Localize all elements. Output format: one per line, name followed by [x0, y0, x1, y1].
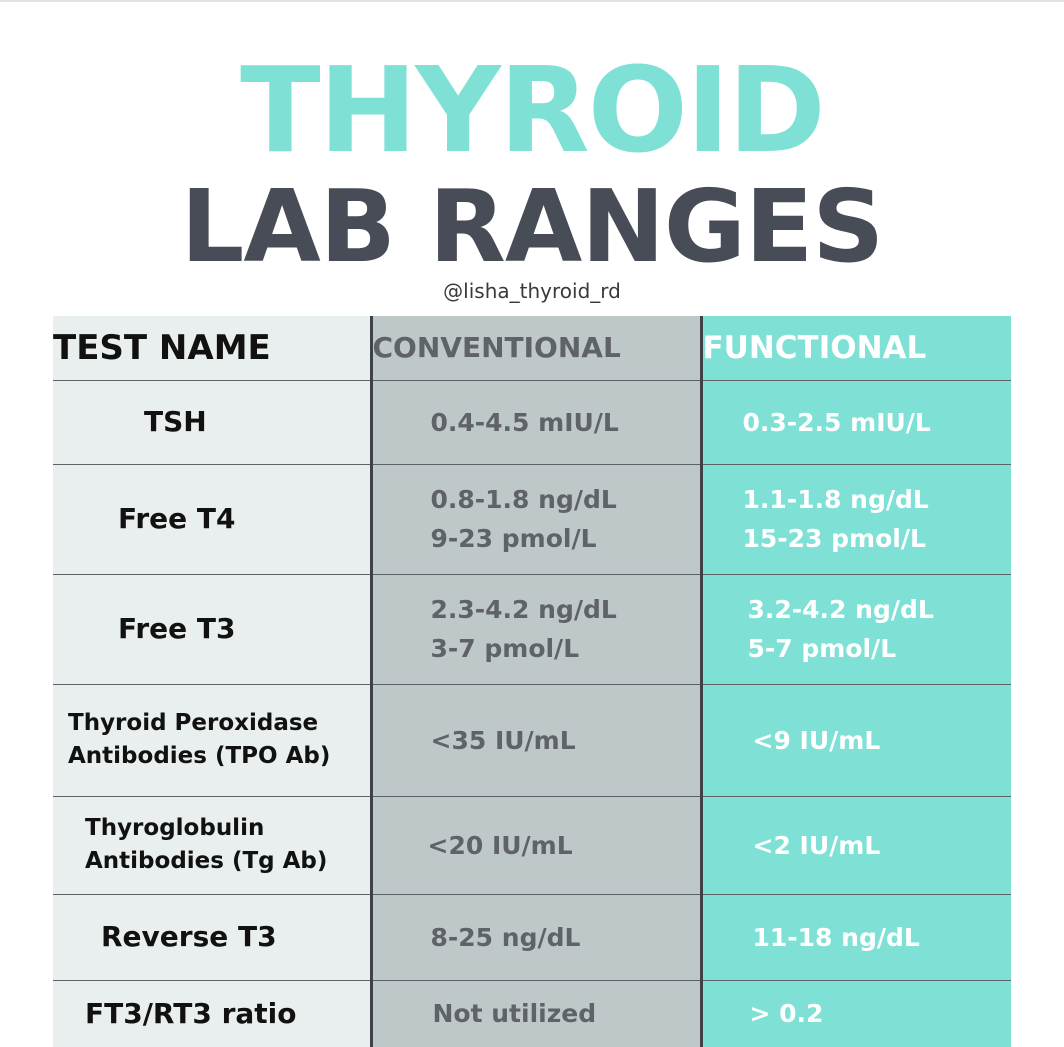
functional-range: 15-23 pmol/L	[742, 524, 926, 553]
test-name: FT3/RT3 ratio	[85, 996, 297, 1030]
table-row	[53, 796, 1011, 894]
conventional-range: Not utilized	[432, 999, 597, 1029]
conventional-range: 8-25 ng/dL	[430, 922, 581, 952]
conventional-range-cell	[371, 574, 701, 684]
functional-range: <2 IU/mL	[752, 830, 881, 860]
conventional-range-cell	[371, 980, 701, 1047]
table-row	[53, 574, 1011, 684]
functional-range-cell	[701, 574, 1011, 684]
test-name: TSH	[144, 405, 207, 438]
functional-range: 0.3-2.5 mIU/L	[742, 407, 931, 437]
conventional-range: <35 IU/mL	[430, 725, 576, 755]
table-row	[53, 464, 1011, 574]
test-name-cell	[53, 684, 371, 796]
test-name: Thyroglobulin	[85, 815, 265, 841]
table-row	[53, 684, 1011, 796]
functional-range: 11-18 ng/dL	[752, 922, 920, 952]
conventional-range: 0.4-4.5 mIU/L	[430, 407, 619, 437]
conventional-range: 3-7 pmol/L	[430, 634, 580, 663]
top-divider	[0, 0, 1064, 2]
functional-range-cell	[701, 894, 1011, 980]
table-header-row	[53, 316, 1011, 380]
test-name-cell	[53, 464, 371, 574]
title-line-2: LAB RANGES	[180, 168, 884, 285]
table-row	[53, 980, 1011, 1047]
conventional-range: 0.8-1.8 ng/dL	[430, 485, 617, 514]
test-name: Free T3	[118, 612, 236, 645]
functional-range: 3.2-4.2 ng/dL	[747, 595, 934, 624]
functional-range-cell	[701, 464, 1011, 574]
functional-range-cell	[701, 980, 1011, 1047]
lab-ranges-table	[53, 316, 1011, 1047]
conventional-range: 9-23 pmol/L	[430, 524, 597, 553]
conventional-range: 2.3-4.2 ng/dL	[430, 595, 617, 624]
functional-range: > 0.2	[749, 999, 824, 1029]
test-name: Antibodies (TPO Ab)	[68, 743, 331, 769]
header-functional: FUNCTIONAL	[701, 316, 1011, 380]
functional-range-cell	[701, 796, 1011, 894]
conventional-range-cell	[371, 464, 701, 574]
test-name: Antibodies (Tg Ab)	[85, 848, 328, 874]
conventional-range-cell	[371, 684, 701, 796]
test-name-cell	[53, 980, 371, 1047]
table-row	[53, 380, 1011, 464]
conventional-range-cell	[371, 894, 701, 980]
author-handle: @lisha_thyroid_rd	[443, 279, 621, 303]
test-name-cell	[53, 894, 371, 980]
test-name-cell	[53, 796, 371, 894]
test-name-cell	[53, 574, 371, 684]
conventional-range-cell	[371, 796, 701, 894]
test-name: Reverse T3	[101, 920, 277, 953]
test-name: Free T4	[118, 502, 236, 535]
test-name-cell	[53, 380, 371, 464]
functional-range: 5-7 pmol/L	[747, 634, 897, 663]
test-name: Thyroid Peroxidase	[68, 710, 319, 736]
conventional-range: <20 IU/mL	[427, 830, 573, 860]
functional-range: 1.1-1.8 ng/dL	[742, 485, 929, 514]
header-test-name: TEST NAME	[53, 316, 371, 380]
table-row	[53, 894, 1011, 980]
conventional-range-cell	[371, 380, 701, 464]
title-line-1: THYROID	[240, 41, 824, 179]
functional-range-cell	[701, 684, 1011, 796]
header-conventional: CONVENTIONAL	[371, 316, 701, 380]
functional-range-cell	[701, 380, 1011, 464]
functional-range: <9 IU/mL	[752, 725, 881, 755]
